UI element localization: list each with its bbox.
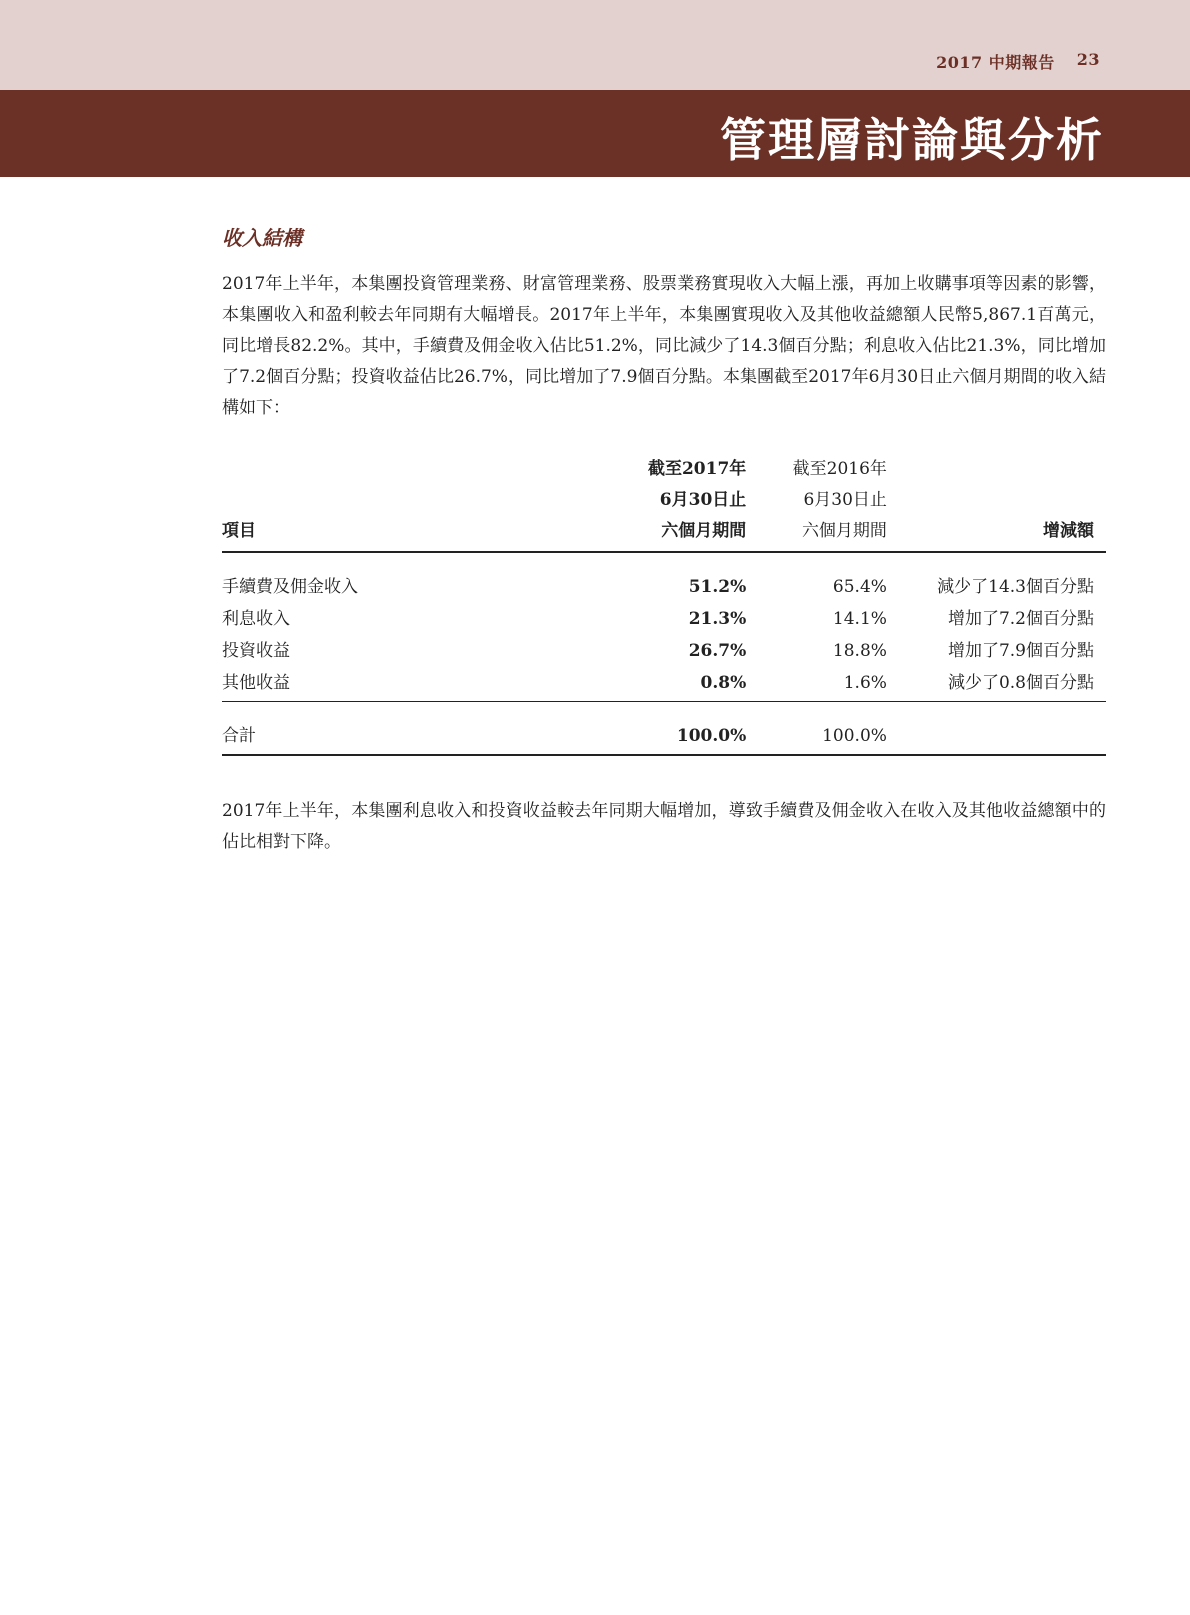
header-item: 項目 xyxy=(222,454,606,552)
table-header-row xyxy=(222,454,1106,552)
row-value-2017: 0.8% xyxy=(606,667,747,702)
row-value-2016: 1.6% xyxy=(746,667,887,702)
row-value-2017: 21.3% xyxy=(688,609,747,629)
row-value-2016: 18.8% xyxy=(832,641,887,661)
row-change: 減少了0.8個百分點 xyxy=(887,667,1106,702)
header-2017-line: 6月30日止 xyxy=(659,490,747,510)
header-2016-line: 六個月期間 xyxy=(801,521,887,541)
header-2016-line: 截至2016年 xyxy=(792,459,887,479)
intro-paragraph: 2017年上半年，本集團投資管理業務、財富管理業務、股票業務實現收入大幅上漲，再加上收購事項等因素的影響，本集團收入和盈利較去年同期有大幅增長。2017年上半年，本集團實現收入及其他收益總額人民幣5,867.1百萬元，同比增長82.2%。其中，手續費及佣金收入佔比51.2%，同比減少了14.3個百分點；利息收入佔比21.3%，同比增加了7.2個百分點；投資收益佔比26.7%，同比增加了7.9個百分點。本集團截至2017年6月30日止六個月期間的收入結構如下： xyxy=(222,274,1106,418)
table-row xyxy=(222,552,1106,603)
total-item: 合計 xyxy=(222,702,606,756)
total-change xyxy=(887,702,1106,756)
header-change: 增減額 xyxy=(887,454,1106,552)
main-content xyxy=(222,222,1106,858)
row-item: 投資收益 xyxy=(222,641,290,661)
table-row xyxy=(222,635,1106,667)
header-2016 xyxy=(746,454,887,552)
row-change: 增加了7.2個百分點 xyxy=(947,609,1094,629)
section-heading: 收入結構 xyxy=(222,226,302,250)
row-value-2016: 65.4% xyxy=(832,577,887,597)
revenue-structure-table xyxy=(222,454,1106,756)
header-2016-line: 6月30日止 xyxy=(803,490,887,510)
total-row xyxy=(222,702,1106,756)
report-name: 2017 中期報告 xyxy=(936,53,1055,72)
row-item: 利息收入 xyxy=(222,609,290,629)
row-value-2016: 14.1% xyxy=(832,609,887,629)
row-value-2017: 26.7% xyxy=(688,641,747,661)
row-item: 其他收益 xyxy=(222,667,606,702)
table-row xyxy=(222,603,1106,635)
header-2017 xyxy=(606,454,747,552)
total-value-2016: 100.0% xyxy=(746,702,887,756)
top-band xyxy=(0,0,1190,90)
page-number: 23 xyxy=(1076,50,1100,69)
running-head xyxy=(936,50,1100,73)
header-2017-line: 截至2017年 xyxy=(647,459,747,479)
header-2017-line: 六個月期間 xyxy=(661,521,747,541)
row-item: 手續費及佣金收入 xyxy=(222,577,358,597)
table-row xyxy=(222,667,1106,702)
total-value-2017: 100.0% xyxy=(606,702,747,756)
row-change: 減少了14.3個百分點 xyxy=(937,577,1094,597)
chapter-title-band xyxy=(0,90,1190,177)
chapter-title: 管理層討論與分析 xyxy=(720,113,1104,167)
row-change: 增加了7.9個百分點 xyxy=(947,641,1094,661)
row-value-2017: 51.2% xyxy=(688,577,747,597)
closing-paragraph: 2017年上半年，本集團利息收入和投資收益較去年同期大幅增加，導致手續費及佣金收入在收入及其他收益總額中的佔比相對下降。 xyxy=(222,801,1106,852)
